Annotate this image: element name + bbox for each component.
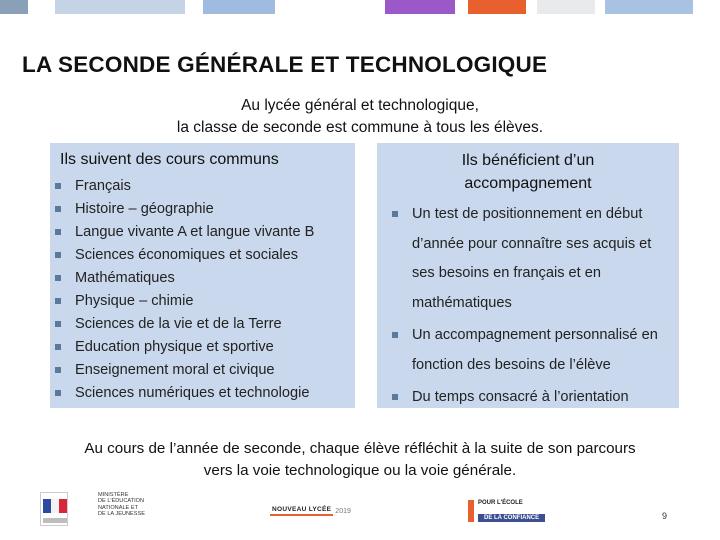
slide-title: LA SECONDE GÉNÉRALE ET TECHNOLOGIQUE xyxy=(22,52,548,77)
ecole-logo-mark-icon xyxy=(468,500,474,522)
support-item-label: Un accompagnement personnalisé en fonction des besoins de l’élève xyxy=(412,327,658,373)
bullet-icon xyxy=(55,390,61,396)
bullet-icon xyxy=(392,211,398,217)
top-strip-4 xyxy=(385,0,455,14)
list-item xyxy=(55,220,350,243)
top-strip-3 xyxy=(203,0,275,14)
top-strip-7 xyxy=(605,0,693,14)
bullet-icon xyxy=(55,298,61,304)
list-item xyxy=(392,383,677,413)
course-label: Histoire – géographie xyxy=(75,200,214,217)
ministry-line: MINISTÈRE xyxy=(98,492,129,498)
support-heading xyxy=(377,149,679,195)
support-heading-line-1: Ils bénéficient d’un xyxy=(461,152,595,169)
bullet-icon xyxy=(55,275,61,281)
list-item xyxy=(392,200,677,318)
ecole-line-1: POUR L'ÉCOLE xyxy=(478,500,523,506)
list-item xyxy=(55,313,350,336)
bullet-icon xyxy=(392,332,398,338)
ministry-name xyxy=(98,492,145,528)
bullet-icon xyxy=(55,321,61,327)
page-number: 9 xyxy=(662,511,668,521)
course-label: Physique – chimie xyxy=(75,293,194,310)
course-label: Sciences économiques et sociales xyxy=(75,246,299,263)
ministry-logo xyxy=(40,492,150,528)
course-label: Mathématiques xyxy=(75,269,175,286)
bullet-icon xyxy=(55,252,61,258)
course-label: Enseignement moral et civique xyxy=(75,362,275,379)
conclusion-line-1: Au cours de l’année de seconde, chaque élève réfléchit à la suite de son parcours xyxy=(84,440,636,457)
course-label: Langue vivante A et langue vivante B xyxy=(75,223,315,240)
ecole-confiance-logo xyxy=(468,500,568,524)
course-label: Education physique et sportive xyxy=(75,339,274,356)
ecole-line-2: DE LA CONFIANCE xyxy=(478,514,545,522)
top-strip-1 xyxy=(0,0,28,14)
bullet-icon xyxy=(55,183,61,189)
list-item xyxy=(55,336,350,359)
list-item xyxy=(55,289,350,312)
bullet-icon xyxy=(55,344,61,350)
list-item xyxy=(55,359,350,382)
list-item xyxy=(55,197,350,220)
nouveau-lycee-year: 2019 xyxy=(335,507,351,515)
course-label: Français xyxy=(75,177,131,194)
bullet-icon xyxy=(55,206,61,212)
list-item xyxy=(55,243,350,266)
list-item xyxy=(392,321,677,380)
common-courses-list xyxy=(55,174,350,405)
support-list xyxy=(392,200,677,413)
top-strip-5 xyxy=(468,0,526,14)
subtitle-line-2: la classe de seconde est commune à tous les élèves. xyxy=(176,119,544,136)
conclusion-line-2: vers la voie technologique ou la voie générale. xyxy=(203,462,517,479)
conclusion-text xyxy=(0,438,720,482)
course-label: Sciences numériques et technologie xyxy=(75,385,310,402)
support-heading-line-2: accompagnement xyxy=(464,175,592,192)
republic-flag-icon xyxy=(40,492,68,526)
ministry-line: NATIONALE ET xyxy=(98,504,138,511)
support-item-label: Du temps consacré à l’orientation xyxy=(412,389,629,405)
common-courses-heading: Ils suivent des cours communs xyxy=(60,151,279,168)
nouveau-lycee-logo xyxy=(270,506,351,516)
nouveau-lycee-label: NOUVEAU LYCÉE xyxy=(270,506,333,516)
bullet-icon xyxy=(392,394,398,400)
top-strip-2 xyxy=(55,0,185,14)
bullet-icon xyxy=(55,229,61,235)
top-strip-6 xyxy=(537,0,595,14)
course-label: Sciences de la vie et de la Terre xyxy=(75,316,282,333)
bullet-icon xyxy=(55,367,61,373)
slide-subtitle xyxy=(0,95,720,139)
support-item-label: Un test de positionnement en début d’année pour connaître ses acquis et ses besoins en français et en mathématiques xyxy=(412,206,652,311)
ministry-line: DE LA JEUNESSE xyxy=(98,511,145,518)
ministry-line: DE L'ÉDUCATION xyxy=(98,498,145,505)
subtitle-line-1: Au lycée général et technologique, xyxy=(241,97,479,114)
list-item xyxy=(55,174,350,197)
list-item xyxy=(55,266,350,289)
list-item xyxy=(55,382,350,405)
